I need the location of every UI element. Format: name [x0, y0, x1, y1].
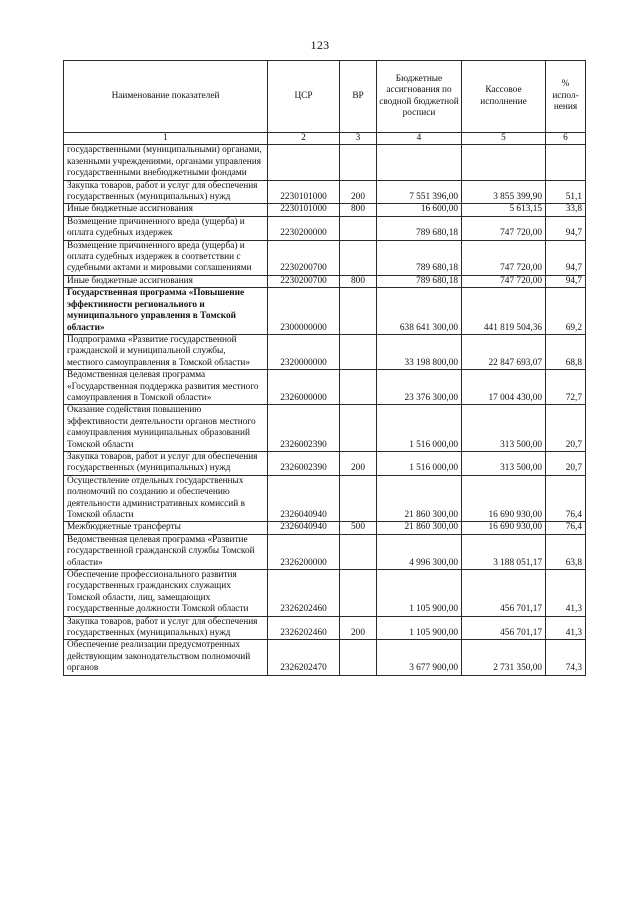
row-csr: 2230101000 — [268, 180, 340, 204]
row-budget: 1 105 900,00 — [377, 616, 462, 640]
table-row — [64, 451, 586, 475]
row-pct: 94,7 — [546, 240, 586, 275]
row-vr: 800 — [340, 275, 377, 287]
row-budget: 21 860 300,00 — [377, 522, 462, 534]
header-cash-execution: Кассовое исполнение — [462, 61, 546, 133]
row-name: Оказание содействия повышению эффективности деятельности органов местного самоуправления муниципальных образований Томской области — [64, 405, 268, 452]
row-budget: 1 516 000,00 — [377, 405, 462, 452]
row-cash: 441 819 504,36 — [462, 288, 546, 335]
row-csr: 2326202470 — [268, 640, 340, 675]
page-number: 123 — [310, 38, 330, 52]
header-vr: ВР — [340, 61, 377, 133]
row-vr — [340, 640, 377, 675]
row-vr: 200 — [340, 616, 377, 640]
table-row — [64, 145, 586, 180]
row-pct: 41,3 — [546, 616, 586, 640]
column-number: 4 — [377, 133, 462, 145]
row-vr — [340, 370, 377, 405]
row-vr: 800 — [340, 204, 377, 216]
header-csr: ЦСР — [268, 61, 340, 133]
row-budget — [377, 145, 462, 180]
row-pct — [546, 145, 586, 180]
row-cash: 22 847 693,07 — [462, 334, 546, 369]
row-csr: 2326002390 — [268, 405, 340, 452]
header-row — [64, 61, 586, 133]
row-cash: 456 701,17 — [462, 570, 546, 617]
row-csr: 2320000000 — [268, 334, 340, 369]
column-number-row — [64, 133, 586, 145]
row-budget: 33 198 800,00 — [377, 334, 462, 369]
row-name: Ведомственная целевая программа «Развитие государственной гражданской службы Томской области» — [64, 534, 268, 569]
row-cash: 17 004 430,00 — [462, 370, 546, 405]
row-pct: 63,8 — [546, 534, 586, 569]
row-vr — [340, 405, 377, 452]
row-csr: 2230200700 — [268, 240, 340, 275]
row-cash: 16 690 930,00 — [462, 475, 546, 522]
row-cash: 456 701,17 — [462, 616, 546, 640]
row-budget: 789 680,18 — [377, 216, 462, 240]
table-row — [64, 475, 586, 522]
row-name: Подпрограмма «Развитие государственной гражданской и муниципальной службы, местного самоуправления в Томской области» — [64, 334, 268, 369]
row-csr: 2326202460 — [268, 570, 340, 617]
row-budget: 21 860 300,00 — [377, 475, 462, 522]
row-csr: 2326040940 — [268, 475, 340, 522]
table-row — [64, 275, 586, 287]
row-name: Обеспечение реализации предусмотренных действующим законодательством полномочий органов — [64, 640, 268, 675]
row-pct: 76,4 — [546, 475, 586, 522]
row-cash: 313 500,00 — [462, 451, 546, 475]
table-row — [64, 534, 586, 569]
table-row — [64, 640, 586, 675]
table-row — [64, 216, 586, 240]
row-vr — [340, 216, 377, 240]
table-body — [64, 145, 586, 675]
row-cash: 313 500,00 — [462, 405, 546, 452]
row-budget: 7 551 396,00 — [377, 180, 462, 204]
row-pct: 68,8 — [546, 334, 586, 369]
row-vr — [340, 534, 377, 569]
row-cash: 747 720,00 — [462, 275, 546, 287]
row-csr: 2326000000 — [268, 370, 340, 405]
row-name: Обеспечение профессионального развития государственных гражданских служащих Томской области, лиц, замещающих государственные должности Томской области — [64, 570, 268, 617]
row-pct: 20,7 — [546, 405, 586, 452]
row-name: государственными (муниципальными) органами, казенными учреждениями, органами управления государственными внебюджетными фондами — [64, 145, 268, 180]
row-name: Осуществление отдельных государственных полномочий по созданию и обеспечению деятельности административных комиссий в Томской области — [64, 475, 268, 522]
row-budget: 16 600,00 — [377, 204, 462, 216]
row-pct: 94,7 — [546, 275, 586, 287]
column-number: 1 — [64, 133, 268, 145]
row-budget: 3 677 900,00 — [377, 640, 462, 675]
row-csr — [268, 145, 340, 180]
row-vr: 200 — [340, 180, 377, 204]
header-budget-allocations: Бюджетные ассигнования по сводной бюджетной росписи — [377, 61, 462, 133]
row-cash: 2 731 350,00 — [462, 640, 546, 675]
table-row — [64, 334, 586, 369]
row-budget: 789 680,18 — [377, 275, 462, 287]
row-pct: 41,3 — [546, 570, 586, 617]
table-row — [64, 370, 586, 405]
row-pct: 72,7 — [546, 370, 586, 405]
row-vr — [340, 145, 377, 180]
row-name: Межбюджетные трансферты — [64, 522, 268, 534]
column-number: 5 — [462, 133, 546, 145]
row-vr — [340, 288, 377, 335]
row-name: Ведомственная целевая программа «Государственная поддержка развития местного самоуправления в Томской области» — [64, 370, 268, 405]
row-csr: 2300000000 — [268, 288, 340, 335]
row-vr — [340, 334, 377, 369]
table-row — [64, 240, 586, 275]
row-name: Государственная программа «Повышение эффективности регионального и муниципального управления в Томской области» — [64, 288, 268, 335]
row-name: Возмещение причиненного вреда (ущерба) и оплата судебных издержек — [64, 216, 268, 240]
row-cash: 3 188 051,17 — [462, 534, 546, 569]
table-row-program — [64, 288, 586, 335]
row-csr: 2326200000 — [268, 534, 340, 569]
table-row — [64, 522, 586, 534]
table-row — [64, 204, 586, 216]
row-budget: 1 516 000,00 — [377, 451, 462, 475]
row-cash: 16 690 930,00 — [462, 522, 546, 534]
table-row — [64, 405, 586, 452]
row-csr: 2230101000 — [268, 204, 340, 216]
row-name: Закупка товаров, работ и услуг для обеспечения государственных (муниципальных) нужд — [64, 180, 268, 204]
row-cash: 5 613,15 — [462, 204, 546, 216]
row-vr — [340, 475, 377, 522]
row-pct: 20,7 — [546, 451, 586, 475]
header-execution-percent: % испол-нения — [546, 61, 586, 133]
column-number: 3 — [340, 133, 377, 145]
row-name: Закупка товаров, работ и услуг для обеспечения государственных (муниципальных) нужд — [64, 616, 268, 640]
row-pct: 69,2 — [546, 288, 586, 335]
row-pct: 33,8 — [546, 204, 586, 216]
budget-execution-table — [63, 60, 586, 676]
row-vr: 200 — [340, 451, 377, 475]
row-budget: 638 641 300,00 — [377, 288, 462, 335]
row-vr: 500 — [340, 522, 377, 534]
row-csr: 2326002390 — [268, 451, 340, 475]
table-row — [64, 570, 586, 617]
row-pct: 74,3 — [546, 640, 586, 675]
row-pct: 51,1 — [546, 180, 586, 204]
row-csr: 2326202460 — [268, 616, 340, 640]
row-name: Иные бюджетные ассигнования — [64, 275, 268, 287]
column-number: 2 — [268, 133, 340, 145]
row-budget: 789 680,18 — [377, 240, 462, 275]
table-row — [64, 616, 586, 640]
row-csr: 2230200700 — [268, 275, 340, 287]
row-csr: 2326040940 — [268, 522, 340, 534]
row-vr — [340, 240, 377, 275]
row-budget: 4 996 300,00 — [377, 534, 462, 569]
row-budget: 23 376 300,00 — [377, 370, 462, 405]
row-name: Закупка товаров, работ и услуг для обеспечения государственных (муниципальных) нужд — [64, 451, 268, 475]
header-indicator-name: Наименование показателей — [64, 61, 268, 133]
row-pct: 76,4 — [546, 522, 586, 534]
row-cash: 747 720,00 — [462, 216, 546, 240]
row-csr: 2230200000 — [268, 216, 340, 240]
row-budget: 1 105 900,00 — [377, 570, 462, 617]
table-row — [64, 180, 586, 204]
row-cash — [462, 145, 546, 180]
column-number: 6 — [546, 133, 586, 145]
row-name: Возмещение причиненного вреда (ущерба) и оплата судебных издержек в соответствии с судебными актами и мировыми соглашениями — [64, 240, 268, 275]
row-cash: 3 855 399,90 — [462, 180, 546, 204]
row-name: Иные бюджетные ассигнования — [64, 204, 268, 216]
row-cash: 747 720,00 — [462, 240, 546, 275]
row-pct: 94,7 — [546, 216, 586, 240]
row-vr — [340, 570, 377, 617]
